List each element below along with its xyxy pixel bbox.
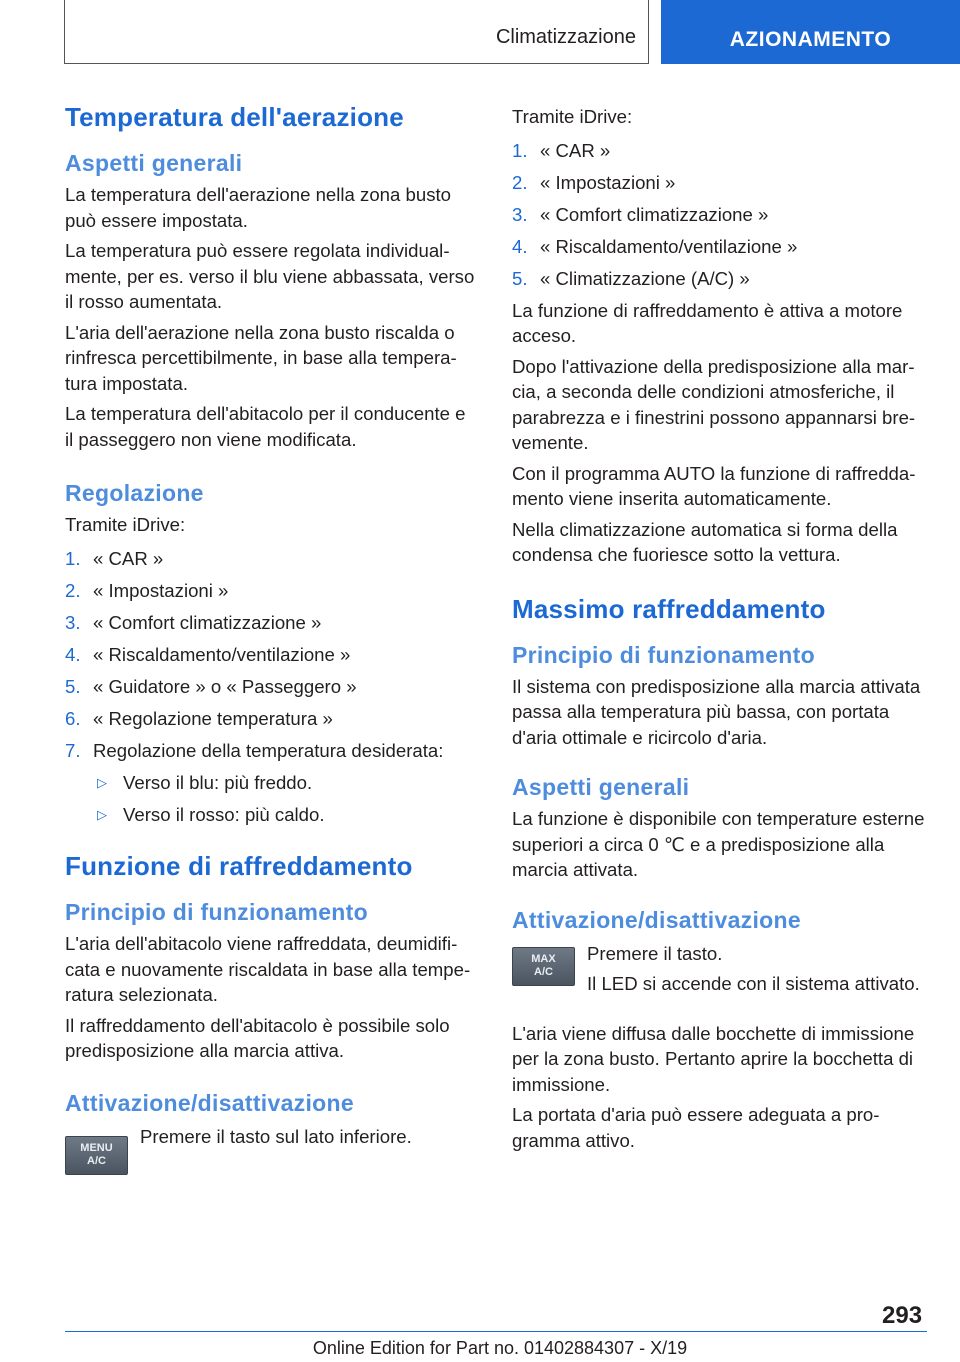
step-text: « Comfort climatizzazione » (540, 203, 769, 225)
step-text: « Impostazioni » (540, 171, 676, 193)
step-number: 4. (65, 643, 81, 665)
step-text: « Riscaldamento/ventilazione » (540, 235, 798, 257)
paragraph: L'aria dell'aerazione nella zona busto riscalda o rinfresca percettibilmente, in base alla temperatura impostata. (65, 321, 457, 394)
paragraph: Nella climatizzazione automatica si forma della condensa che fuoriesce sotto la vettura. (512, 518, 898, 565)
step-item (65, 578, 477, 604)
step-item (512, 138, 927, 164)
triangle-bullet-icon: ▷ (97, 806, 107, 822)
bullet-text: Verso il rosso: più caldo. (123, 803, 325, 825)
paragraph: La funzione è disponibile con temperature esterne superiori a circa 0 ℃ e a predisposizione alla marcia attivata. (512, 808, 925, 880)
step-number: 4. (512, 235, 528, 257)
header-section-box (64, 0, 649, 64)
steps-list (65, 546, 477, 764)
heading-funzione-raffreddamento: Funzione di raffreddamento (65, 851, 413, 881)
heading-massimo-raffreddamento: Massimo raffreddamento (512, 593, 826, 624)
left-column (65, 100, 477, 1192)
button-instruction-text: Premere il tasto sul lato inferiore. (140, 1125, 412, 1147)
steps-list (512, 138, 927, 292)
paragraph: L'aria dell'abitacolo viene raffreddata, deumidificata e nuovamente riscaldata in base alla temperatura selezionata. (65, 933, 471, 1005)
step-text: Regolazione della temperatura desiderata: (93, 739, 444, 761)
step-item (512, 202, 927, 228)
bullet-list (93, 770, 477, 828)
step-item (65, 642, 477, 668)
button-icon-label: MENU (80, 1141, 113, 1154)
step-text: « Guidatore » o « Passeggero » (93, 675, 357, 697)
step-item (65, 610, 477, 636)
step-item (65, 706, 477, 732)
button-icon-label: A/C (534, 965, 553, 978)
bullet-item (93, 802, 477, 828)
paragraph: La temperatura dell'abitacolo per il conducente e il passeggero non viene modificata. (65, 403, 466, 450)
step-item (512, 170, 927, 196)
step-item (512, 234, 927, 260)
heading-regolazione: Regolazione (65, 480, 204, 506)
step-text: « Regolazione temperatura » (93, 707, 333, 729)
menu-ac-button-icon (65, 1136, 128, 1175)
heading-aspetti-generali: Aspetti generali (65, 150, 243, 176)
step-number: 5. (65, 675, 81, 697)
step-number: 2. (512, 171, 528, 193)
button-instruction (512, 941, 927, 1013)
right-column (512, 100, 927, 1153)
step-number: 1. (512, 139, 528, 161)
bullet-text: Verso il blu: più freddo. (123, 771, 313, 793)
paragraph: Il raffreddamento dell'abitacolo è possibile solo predisposizione alla marcia attiva. (65, 1014, 450, 1061)
step-number: 6. (65, 707, 81, 729)
paragraph: L'aria viene diffusa dalle bocchette di immissione per la zona busto. Pertanto aprire la bocchetta di immissione. (512, 1022, 915, 1095)
step-number: 1. (65, 547, 81, 569)
paragraph: Con il programma AUTO la funzione di raffreddamento viene inserita automaticamente. (512, 462, 916, 509)
step-text: « Impostazioni » (93, 579, 229, 601)
heading-temperatura-aerazione: Temperatura dell'aerazione (65, 102, 404, 132)
step-item (65, 738, 477, 764)
step-text: « CAR » (540, 139, 611, 161)
max-ac-button-icon (512, 947, 575, 986)
heading-attivazione-disattivazione: Attivazione/disattivazione (65, 1089, 354, 1116)
triangle-bullet-icon: ▷ (97, 774, 107, 790)
heading-attivazione-disattivazione: Attivazione/disattivazione (512, 906, 801, 933)
step-text: « Comfort climatizzazione » (93, 611, 322, 633)
paragraph: La temperatura può essere regolata individualmente, per es. verso il blu viene abbassata, verso il rosso aumentata. (65, 240, 475, 312)
button-instruction-text: Premere il tasto. (587, 942, 723, 964)
step-item (512, 266, 927, 292)
button-icon-label: A/C (87, 1154, 106, 1167)
step-item (65, 546, 477, 572)
page-header (64, 0, 960, 64)
step-number: 3. (512, 203, 528, 225)
button-instruction-text: Il LED si accende con il sistema attivato. (587, 973, 920, 994)
step-text: « Climatizzazione (A/C) » (540, 267, 750, 289)
header-chapter-tab (661, 0, 960, 64)
step-number: 7. (65, 739, 81, 761)
step-item (65, 674, 477, 700)
button-instruction (65, 1124, 477, 1192)
step-text: « CAR » (93, 547, 164, 569)
paragraph-idrive: Tramite iDrive: (65, 514, 186, 535)
paragraph: Il sistema con predisposizione alla marcia attivata passa alla temperatura più bassa, con portata d'aria ottimale e ricircolo d'aria. (512, 675, 921, 748)
header-chapter-label: AZIONAMENTO (729, 28, 892, 51)
bullet-item (93, 770, 477, 796)
header-section-title: Climatizzazione (495, 26, 636, 48)
heading-principio-funzionamento: Principio di funzionamento (512, 641, 815, 668)
paragraph-idrive: Tramite iDrive: (512, 106, 633, 127)
paragraph: La portata d'aria può essere adeguata a programma attivo. (512, 1104, 880, 1151)
paragraph: La temperatura dell'aerazione nella zona busto può essere impostata. (65, 184, 452, 231)
footer-edition: Online Edition for Part no. 01402884307 - X/19 (312, 1338, 688, 1358)
heading-aspetti-generali: Aspetti generali (512, 774, 690, 800)
step-number: 3. (65, 611, 81, 633)
step-number: 2. (65, 579, 81, 601)
page-number: 293 (882, 1302, 923, 1329)
step-number: 5. (512, 267, 528, 289)
heading-principio-funzionamento: Principio di funzionamento (65, 899, 368, 925)
paragraph: La funzione di raffreddamento è attiva a motore acceso. (512, 299, 903, 346)
step-text: « Riscaldamento/ventilazione » (93, 643, 351, 665)
footer-divider (65, 1331, 927, 1332)
button-icon-label: MAX (531, 952, 556, 965)
paragraph: Dopo l'attivazione della predisposizione alla marcia, a seconda delle condizioni atmosferiche, il parabrezza e i finestrini possono appannarsi brevemente. (512, 355, 916, 453)
